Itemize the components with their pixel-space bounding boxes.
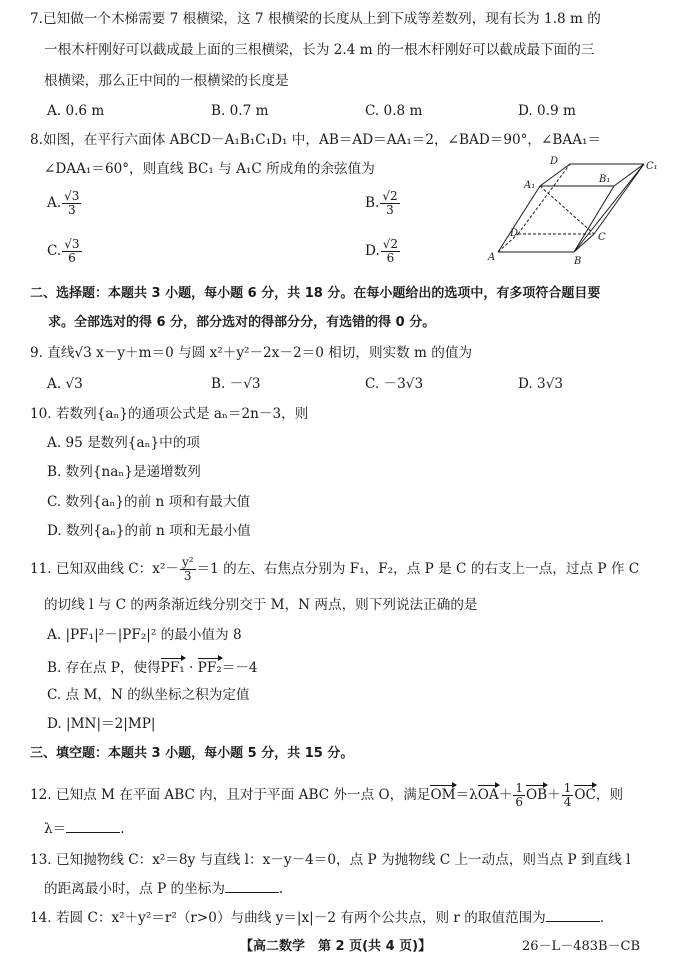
label-d: D [510, 228, 519, 239]
q9-option-d: D. 3√3 [518, 376, 564, 392]
vector-oa: OA [478, 783, 499, 804]
q11-option-b: B. 存在点 P，使得PF₁ · PF₂＝－4 [47, 656, 258, 677]
q14-line1: 14. 若圆 C：x²＋y²＝r²（r>0）与曲线 y＝|x|－2 有两个公共点，则 r 的取值范围为 . [30, 910, 605, 926]
diagonal-a1-c [540, 186, 594, 234]
q7-line3: 根横梁，那么正中间的一根横梁的长度是 [44, 73, 289, 89]
label-c1: C₁ [646, 161, 658, 172]
q10-option-d: D. 数列{aₙ}的前 n 项和无最小值 [47, 523, 251, 539]
q7-option-b: B. 0.7 m [211, 103, 269, 119]
label-b: B [574, 256, 582, 267]
q8-option-c: C. $\frac{√3}{6}$ [47, 237, 80, 265]
q10-option-a: A. 95 是数列{aₙ}中的项 [47, 435, 200, 451]
q11-option-d: D. |MN|＝2|MP| [47, 716, 156, 732]
q9-option-b: B. －√3 [211, 376, 261, 392]
label-a1: A₁ [524, 180, 536, 191]
q8-option-a: A. $\frac{√3}{3}$ [47, 189, 80, 217]
q13-line1: 13. 已知抛物线 C：x²＝8y 与直线 l：x－y－4＝0，点 P 为抛物线 C 上一动点，则当点 P 到直线 l [30, 852, 631, 868]
q12-line1: 12. 已知点 M 在平面 ABC 内，且对于平面 ABC 外一点 O，满足OM＝λOA＋ $\frac{1}{6}$ OB＋ $\frac{1}{4}$ OC，则 [30, 781, 624, 809]
q9-stem: 9. 直线√3 x－y＋m＝0 与圆 x²＋y²－2x－2＝0 相切，则实数 m 的值为 [30, 345, 473, 361]
q12-answer-blank [66, 832, 120, 833]
q9-option-a: A. √3 [47, 376, 83, 392]
parallelepiped-figure [486, 156, 662, 268]
q7-line1: 7.已知做一个木梯需要 7 根横梁，这 7 根横梁的长度从上到下成等差数列，现有长为 1.8 m 的 [30, 11, 601, 27]
q13-answer-blank [225, 892, 279, 893]
vector-oc: OC [574, 783, 596, 804]
vector-om: OM [430, 783, 455, 804]
q11-line2: 的切线 l 与 C 的两条渐近线分别交于 M，N 两点，则下列说法正确的是 [44, 597, 478, 613]
q7-option-a: A. 0.6 m [47, 103, 105, 119]
q8-option-b: B. $\frac{√2}{3}$ [365, 189, 398, 217]
vector-pf1: PF₁ [161, 656, 185, 677]
edge-a-a1 [498, 186, 540, 252]
q7-option-c: C. 0.8 m [365, 103, 423, 119]
q12-line2: λ＝ . [44, 821, 125, 837]
edge-b-b1 [574, 186, 614, 252]
q11-stem: 11. 已知双曲线 C：x²－ $\frac{\text{y²}}{3}$ ＝1 的左、右焦点分别为 F₁，F₂，点 P 是 C 的右支上一点，过点 P 作 C [30, 555, 640, 583]
label-c: C [598, 232, 606, 243]
vector-pf2: PF₂ [198, 656, 222, 677]
q11-option-a: A. |PF₁|²－|PF₂|² 的最小值为 8 [47, 627, 242, 643]
section2-heading-line2: 求。全部选对的得 6 分，部分选对的得部分分，有选错的得 0 分。 [48, 315, 436, 330]
q8-line1: 8.如图，在平行六面体 ABCD－A₁B₁C₁D₁ 中，AB＝AD＝AA₁＝2，∠BAD＝90°，∠BAA₁＝ [30, 132, 602, 148]
q10-option-c: C. 数列{aₙ}的前 n 项和有最大值 [47, 494, 251, 510]
section2-heading-line1: 二、选择题：本题共 3 小题，每小题 6 分，共 18 分。在每小题给出的选项中，有多项符合题目要 [30, 286, 601, 301]
q11-option-c: C. 点 M，N 的纵坐标之积为定值 [47, 687, 250, 703]
q8-line2: ∠DAA₁＝60°，则直线 BC₁ 与 A₁C 所成角的余弦值为 [44, 161, 375, 177]
edge-a1-d1 [540, 164, 570, 186]
q9-option-c: C. －3√3 [365, 376, 424, 392]
q14-answer-blank [546, 921, 600, 922]
label-d1: D [550, 156, 559, 167]
section3-heading: 三、填空题：本题共 3 小题，每小题 5 分，共 15 分。 [30, 746, 354, 761]
edge-d-d1 [518, 164, 570, 234]
q10-stem: 10. 若数列{aₙ}的通项公式是 aₙ＝2n－3，则 [30, 406, 309, 422]
q7-line2: 一根木杆刚好可以截成最上面的三根横梁，长为 2.4 m 的一根木杆刚好可以截成最下面的三 [44, 42, 595, 58]
label-a: A [488, 252, 496, 263]
footer-code: 26－L－483B－CB [522, 939, 641, 954]
label-b1: B₁ [599, 174, 611, 185]
edge-b-c [574, 234, 594, 252]
q7-option-d: D. 0.9 m [518, 103, 576, 119]
q10-option-b: B. 数列{naₙ}是递增数列 [47, 464, 201, 480]
vector-ob: OB [526, 783, 547, 804]
q8-option-d: D. $\frac{√2}{6}$ [365, 237, 399, 265]
footer-page-info: 【高二数学 第 2 页(共 4 页)】 [240, 939, 432, 954]
q13-line2: 的距离最小时，点 P 的坐标为 . [44, 881, 284, 897]
